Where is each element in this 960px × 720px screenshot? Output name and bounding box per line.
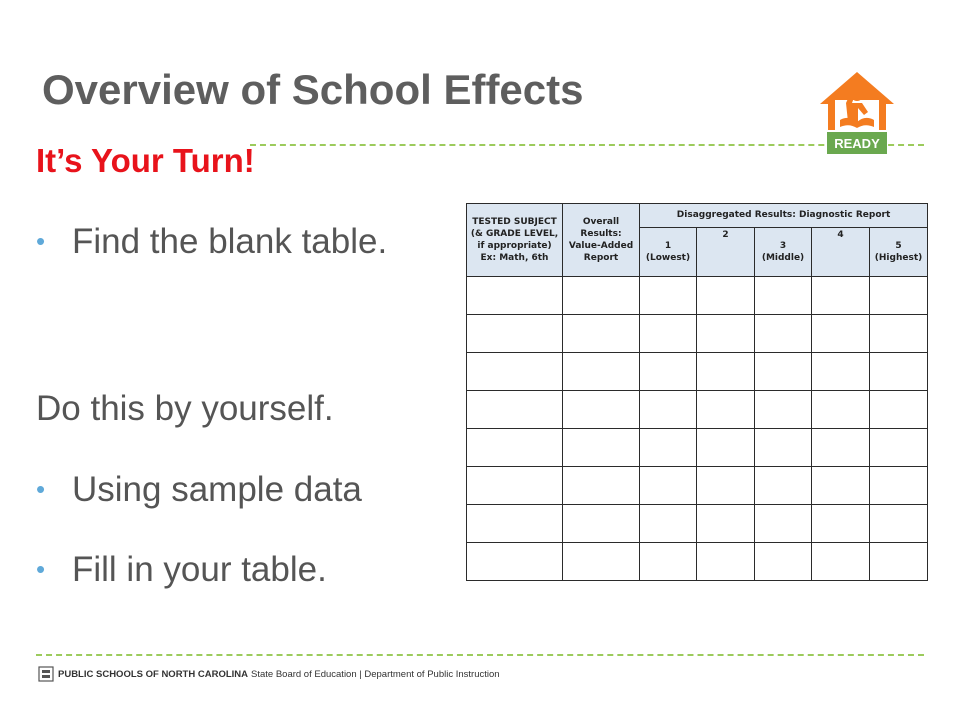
bullet-icon: • [36, 226, 46, 256]
blank-cell[interactable] [870, 543, 928, 581]
header-level-3: 3 (Middle) [755, 228, 812, 277]
blank-cell[interactable] [467, 429, 563, 467]
blank-cell[interactable] [755, 277, 812, 315]
blank-cell[interactable] [755, 391, 812, 429]
blank-cell[interactable] [697, 353, 755, 391]
blank-cell[interactable] [467, 315, 563, 353]
bullet-icon: • [36, 554, 46, 584]
plain-line: Do this by yourself. [36, 389, 334, 428]
header-level-4: 4 [812, 228, 870, 277]
blank-cell[interactable] [467, 467, 563, 505]
header-overall-results: Overall Results: Value-Added Report [563, 204, 640, 277]
table-row [467, 277, 928, 315]
blank-cell[interactable] [755, 543, 812, 581]
blank-cell[interactable] [563, 353, 640, 391]
blank-cell[interactable] [697, 429, 755, 467]
blank-cell[interactable] [870, 315, 928, 353]
blank-cell[interactable] [697, 543, 755, 581]
footer-org: PUBLIC SCHOOLS OF NORTH CAROLINA [58, 668, 248, 680]
blank-cell[interactable] [640, 505, 697, 543]
footer-rest: State Board of Education | Department of Public Instruction [251, 668, 500, 680]
bullet-line-3 [36, 550, 327, 590]
bottom-divider [36, 654, 924, 656]
table-row [467, 315, 928, 353]
blank-cell[interactable] [697, 391, 755, 429]
nc-seal-icon [38, 666, 54, 682]
blank-cell[interactable] [755, 315, 812, 353]
header-disaggregated: Disaggregated Results: Diagnostic Report [640, 204, 928, 228]
table-row [467, 353, 928, 391]
blank-cell[interactable] [640, 353, 697, 391]
slide-title: Overview of School Effects [42, 66, 584, 113]
slide-subtitle: It’s Your Turn! [36, 142, 255, 179]
blank-cell[interactable] [812, 315, 870, 353]
blank-cell[interactable] [467, 353, 563, 391]
table-row [467, 467, 928, 505]
blank-cell[interactable] [870, 391, 928, 429]
blank-cell[interactable] [812, 505, 870, 543]
header-tested-subject: TESTED SUBJECT (& GRADE LEVEL, if appropriate) Ex: Math, 6th [467, 204, 563, 277]
blank-cell[interactable] [640, 467, 697, 505]
blank-cell[interactable] [697, 505, 755, 543]
header-level-1: 1 (Lowest) [640, 228, 697, 277]
blank-cell[interactable] [812, 391, 870, 429]
blank-cell[interactable] [870, 429, 928, 467]
footer [38, 664, 500, 684]
blank-cell[interactable] [812, 277, 870, 315]
blank-cell[interactable] [755, 505, 812, 543]
table-row [467, 391, 928, 429]
blank-cell[interactable] [812, 429, 870, 467]
table-row [467, 543, 928, 581]
bullet-text-3: Fill in your table. [72, 550, 327, 589]
blank-cell[interactable] [870, 353, 928, 391]
blank-cell[interactable] [812, 353, 870, 391]
blank-cell[interactable] [563, 277, 640, 315]
blank-cell[interactable] [640, 277, 697, 315]
blank-cell[interactable] [870, 505, 928, 543]
blank-cell[interactable] [563, 543, 640, 581]
blank-cell[interactable] [640, 429, 697, 467]
blank-cell[interactable] [563, 391, 640, 429]
table-row [467, 429, 928, 467]
bullet-text-1: Find the blank table. [72, 222, 388, 261]
blank-cell[interactable] [640, 391, 697, 429]
logo-label: READY [834, 136, 880, 151]
blank-cell[interactable] [812, 543, 870, 581]
bullet-text-2: Using sample data [72, 470, 362, 509]
blank-cell[interactable] [563, 505, 640, 543]
header-level-2: 2 [697, 228, 755, 277]
header-level-5: 5 (Highest) [870, 228, 928, 277]
blank-cell[interactable] [640, 543, 697, 581]
blank-cell[interactable] [563, 429, 640, 467]
blank-cell[interactable] [755, 429, 812, 467]
blank-cell[interactable] [563, 315, 640, 353]
bullet-icon: • [36, 474, 46, 504]
blank-cell[interactable] [467, 277, 563, 315]
blank-cell[interactable] [870, 277, 928, 315]
blank-cell[interactable] [467, 391, 563, 429]
bullet-line-2 [36, 470, 362, 510]
blank-cell[interactable] [563, 467, 640, 505]
bullet-line-1 [36, 222, 388, 262]
ready-house-reader-icon [820, 72, 894, 130]
ready-logo [818, 70, 896, 156]
blank-cell[interactable] [640, 315, 697, 353]
blank-cell[interactable] [467, 505, 563, 543]
blank-cell[interactable] [697, 467, 755, 505]
blank-cell[interactable] [870, 467, 928, 505]
blank-cell[interactable] [812, 467, 870, 505]
blank-cell[interactable] [697, 277, 755, 315]
table-row [467, 505, 928, 543]
blank-report-table [466, 203, 928, 581]
blank-cell[interactable] [467, 543, 563, 581]
blank-cell[interactable] [755, 353, 812, 391]
blank-cell[interactable] [755, 467, 812, 505]
blank-cell[interactable] [697, 315, 755, 353]
